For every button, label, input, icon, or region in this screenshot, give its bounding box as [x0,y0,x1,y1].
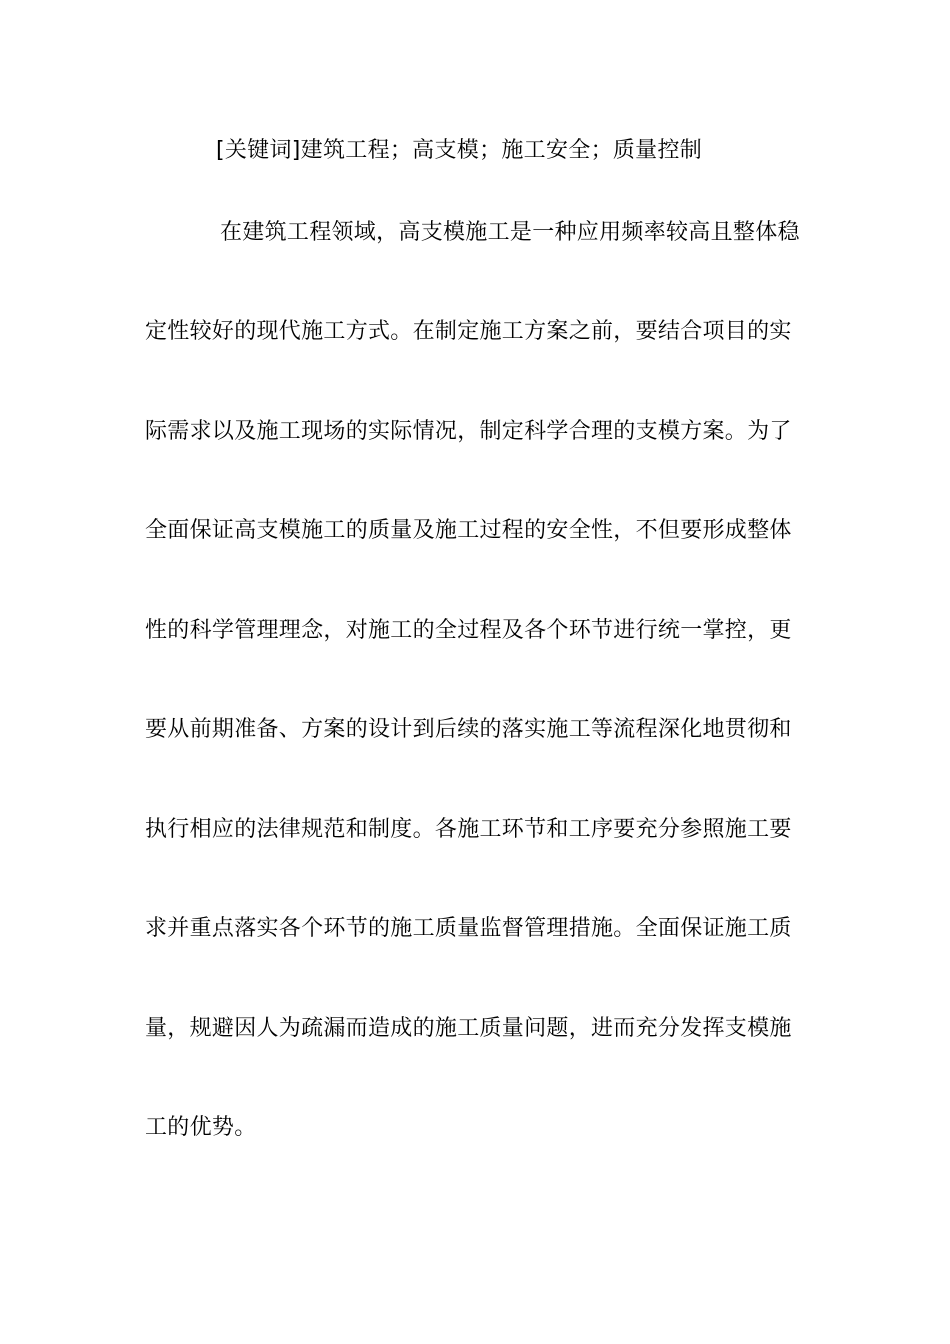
paragraph-line-3: 际需求以及施工现场的实际情况，制定科学合理的支模方案。为了 [145,419,792,444]
paragraph-line-6: 要从前期准备、方案的设计到后续的落实施工等流程深化地贯彻和 [145,717,792,742]
paragraph-line-10: 工的优势。 [145,1115,257,1140]
paragraph-line-8: 求并重点落实各个环节的施工质量监督管理措施。全面保证施工质 [145,916,792,941]
paragraph-line-5: 性的科学管理理念，对施工的全过程及各个环节进行统一掌控，更 [145,618,792,643]
paragraph-line-4: 全面保证高支模施工的质量及施工过程的安全性，不但要形成整体 [145,518,792,543]
keywords-line: [关键词]建筑工程；高支模；施工安全；质量控制 [216,138,703,163]
paragraph-line-2: 定性较好的现代施工方式。在制定施工方案之前，要结合项目的实 [145,319,792,344]
paragraph-line-1: 在建筑工程领域，高支模施工是一种应用频率较高且整体稳 [220,220,800,245]
paragraph-line-9: 量，规避因人为疏漏而造成的施工质量问题，进而充分发挥支模施 [145,1016,792,1041]
paragraph-line-7: 执行相应的法律规范和制度。各施工环节和工序要充分参照施工要 [145,817,792,842]
